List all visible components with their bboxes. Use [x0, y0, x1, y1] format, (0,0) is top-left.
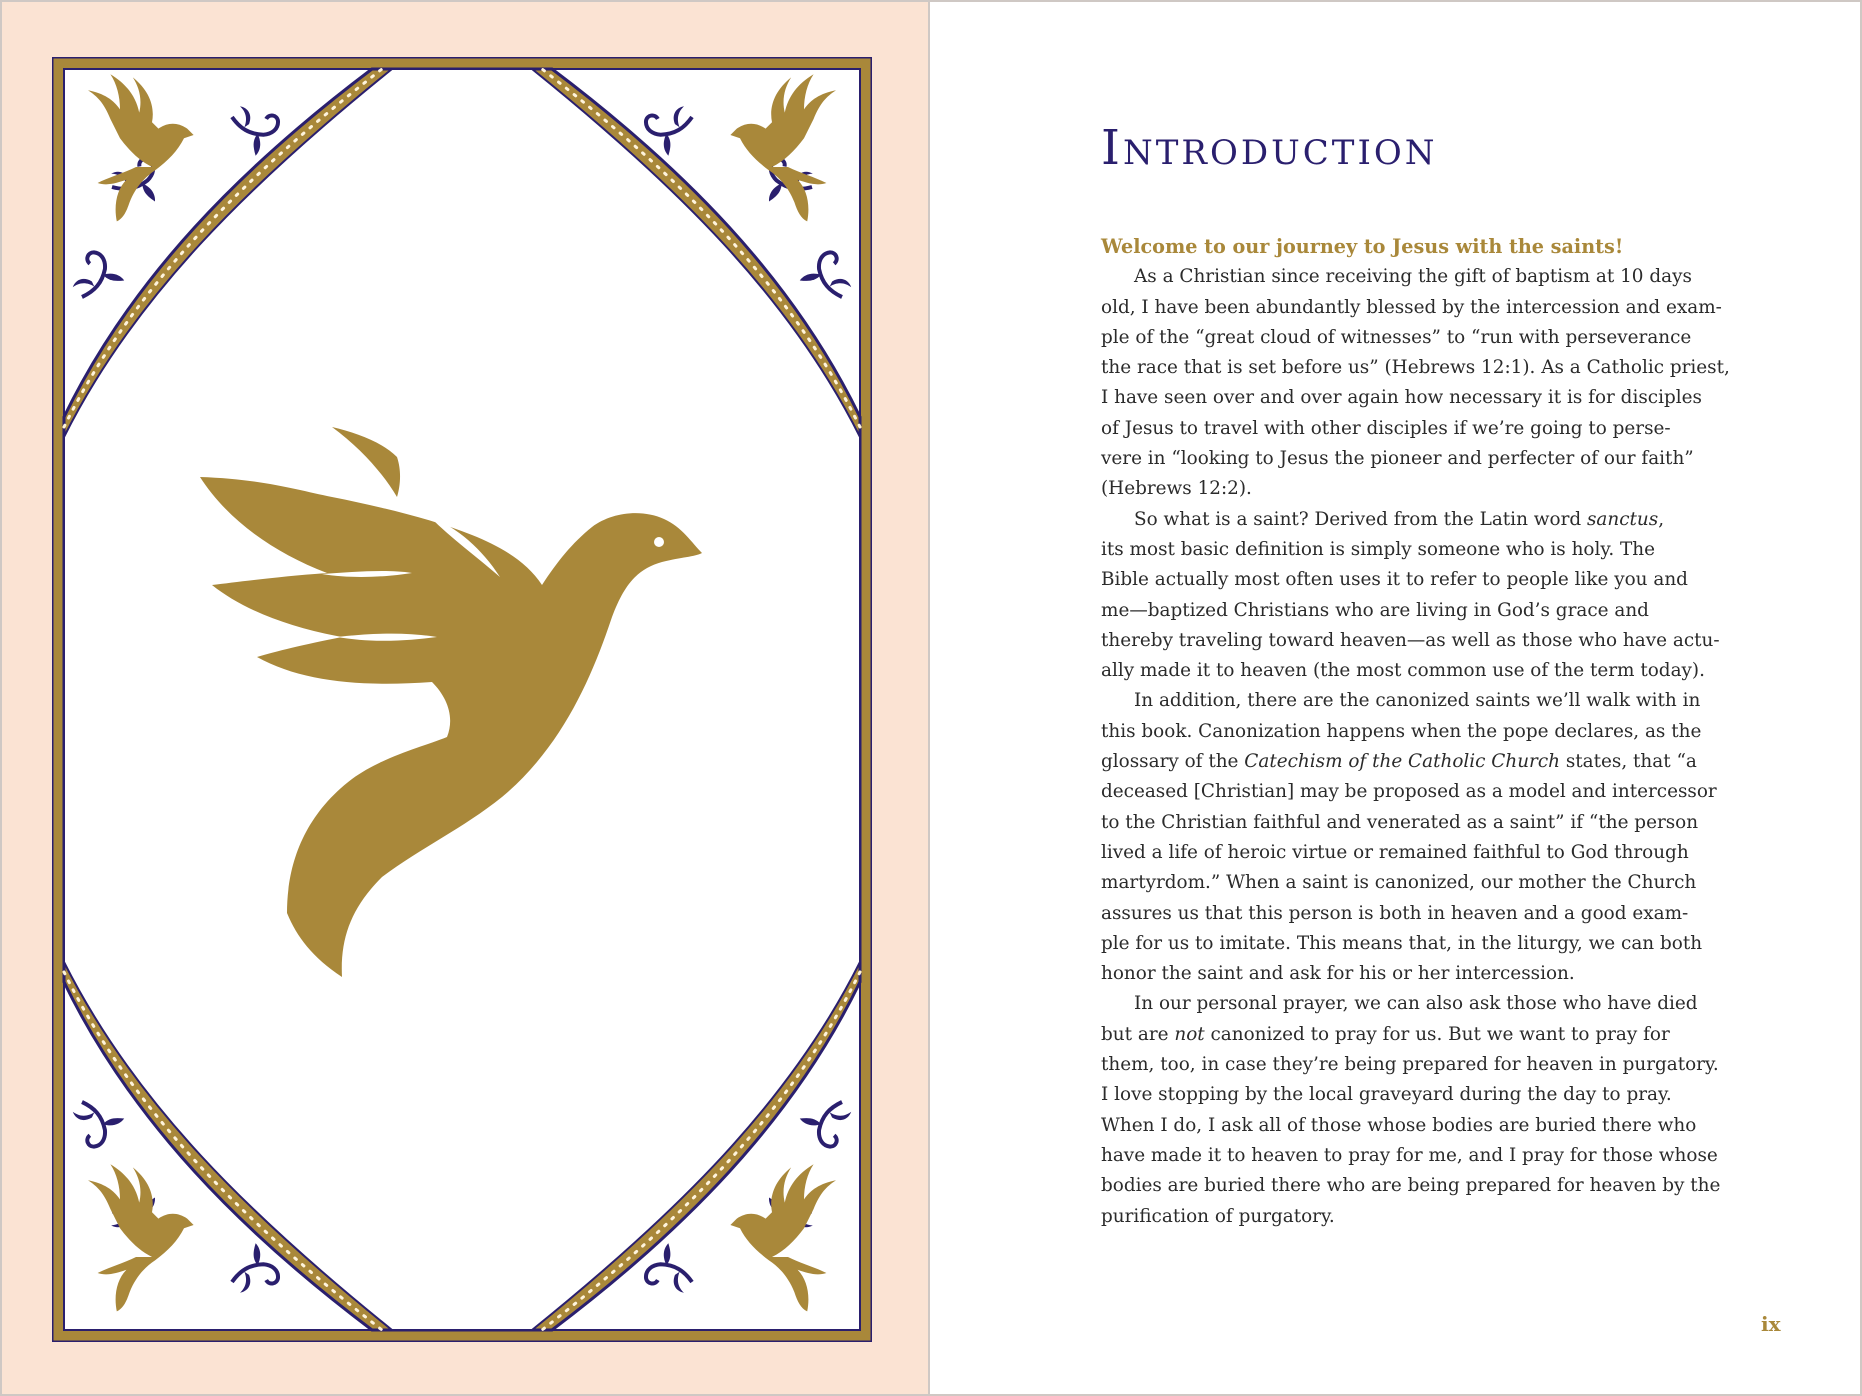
text-span: So what is a saint? Derived from the Latin word	[1134, 508, 1587, 530]
text-span: ple for us to imitate. This means that, in the liturgy, we can both	[1101, 932, 1703, 954]
text-span: vere in “looking to Jesus the pioneer and perfecter of our faith”	[1101, 448, 1694, 470]
text-line	[1101, 1080, 1801, 1110]
italic-text: not	[1174, 1023, 1205, 1045]
text-line	[1101, 353, 1801, 383]
decorative-frame	[52, 57, 872, 1342]
page-title: Introduction	[1101, 120, 1438, 176]
text-span: Bible actually most often uses it to refer to people like you and	[1101, 569, 1688, 591]
text-line	[1101, 262, 1801, 292]
text-span: deceased [Christian] may be proposed as a model and intercessor	[1101, 781, 1717, 803]
text-line	[1101, 596, 1801, 626]
text-line	[1101, 717, 1801, 747]
text-span: martyrdom.” When a saint is canonized, our mother the Church	[1101, 872, 1697, 894]
text-span: but are	[1101, 1023, 1175, 1045]
text-span: bodies are buried there who are being prepared for heaven by the	[1101, 1175, 1721, 1197]
text-line	[1101, 414, 1801, 444]
left-page	[0, 0, 930, 1396]
text-span: In our personal prayer, we can also ask those who have died	[1134, 993, 1698, 1015]
text-line	[1101, 989, 1801, 1019]
text-span: I have seen over and over again how necessary it is for disciples	[1101, 387, 1702, 409]
text-span: canonized to pray for us. But we want to pray for	[1204, 1023, 1670, 1045]
text-line	[1101, 656, 1801, 686]
text-span: I love stopping by the local graveyard during the day to pray.	[1101, 1084, 1672, 1106]
text-span: In addition, there are the canonized saints we’ll walk with in	[1134, 690, 1701, 712]
text-line	[1101, 1141, 1801, 1171]
text-line	[1101, 1020, 1801, 1050]
text-line	[1101, 293, 1801, 323]
dove-illustration	[52, 57, 872, 1342]
text-line	[1101, 1111, 1801, 1141]
text-span: this book. Canonization happens when the pope declares, as the	[1101, 720, 1702, 742]
italic-text: Catechism of the Catholic Church	[1244, 751, 1560, 773]
text-span: them, too, in case they’re being prepared for heaven in purgatory.	[1101, 1054, 1719, 1076]
text-line	[1101, 838, 1801, 868]
text-span: honor the saint and ask for his or her intercession.	[1101, 963, 1575, 985]
text-span: lived a life of heroic virtue or remained faithful to God through	[1101, 841, 1689, 863]
right-page	[930, 0, 1862, 1396]
text-span: glossary of the	[1101, 751, 1245, 773]
text-line	[1101, 1050, 1801, 1080]
body-text	[1101, 232, 1801, 1232]
text-line	[1101, 474, 1801, 504]
text-span: thereby traveling toward heaven—as well as those who have actu-	[1101, 629, 1720, 651]
text-span: the race that is set before us” (Hebrews 12:1). As a Catholic priest,	[1101, 357, 1730, 379]
text-span: When I do, I ask all of those whose bodies are buried there who	[1101, 1114, 1697, 1136]
text-line	[1101, 899, 1801, 929]
text-line	[1101, 383, 1801, 413]
text-span: assures us that this person is both in heaven and a good exam-	[1101, 902, 1689, 924]
dove-eye	[654, 537, 664, 547]
text-span: ,	[1658, 508, 1665, 530]
text-line	[1101, 1171, 1801, 1201]
text-line	[1101, 1202, 1801, 1232]
text-span: have made it to heaven to pray for me, and I pray for those whose	[1101, 1144, 1718, 1166]
text-span: ple of the “great cloud of witnesses” to “run with perseverance	[1101, 326, 1692, 348]
text-line	[1101, 686, 1801, 716]
text-span: its most basic definition is simply someone who is holy. The	[1101, 538, 1656, 560]
text-line	[1101, 929, 1801, 959]
text-line	[1101, 323, 1801, 353]
text-span: As a Christian since receiving the gift of baptism at 10 days	[1134, 266, 1692, 288]
text-line	[1101, 868, 1801, 898]
text-line	[1101, 626, 1801, 656]
paragraph-lines	[1101, 262, 1801, 1232]
text-span: ally made it to heaven (the most common use of the term today).	[1101, 660, 1705, 682]
text-line	[1101, 959, 1801, 989]
text-line	[1101, 505, 1801, 535]
text-line	[1101, 444, 1801, 474]
text-line	[1101, 777, 1801, 807]
text-line	[1101, 565, 1801, 595]
text-line	[1101, 535, 1801, 565]
text-span: old, I have been abundantly blessed by the intercession and exam-	[1101, 296, 1722, 318]
text-span: purification of purgatory.	[1101, 1205, 1335, 1227]
italic-text: sanctus	[1586, 508, 1659, 530]
text-line	[1101, 747, 1801, 777]
text-span: of Jesus to travel with other disciples if we’re going to perse-	[1101, 417, 1671, 439]
page-number: ix	[1761, 1312, 1781, 1336]
text-span: (Hebrews 12:2).	[1101, 478, 1252, 500]
lead-sentence: Welcome to our journey to Jesus with the saints!	[1101, 235, 1624, 258]
text-line	[1101, 808, 1801, 838]
text-span: states, that “a	[1560, 751, 1697, 773]
text-span: me—baptized Christians who are living in God’s grace and	[1101, 599, 1649, 621]
text-span: to the Christian faithful and venerated as a saint” if “the person	[1101, 811, 1699, 833]
